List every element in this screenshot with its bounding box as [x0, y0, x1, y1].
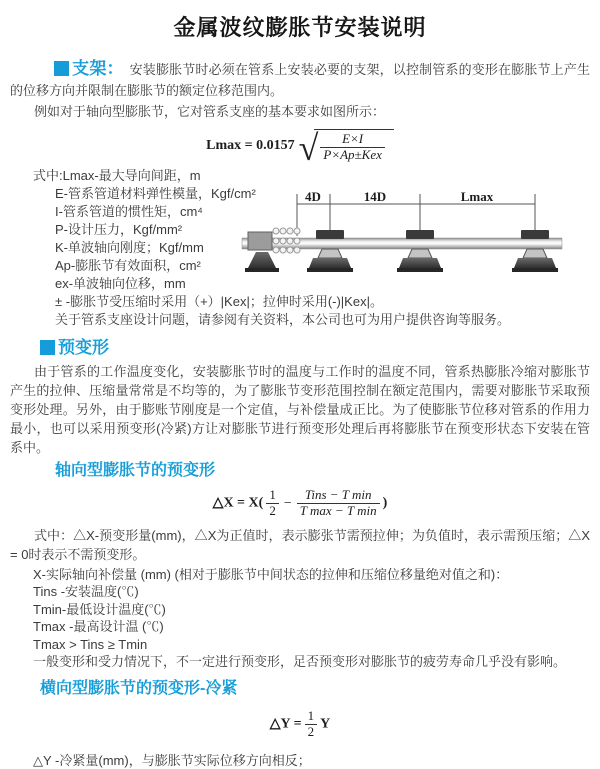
axial-definition-lines [33, 566, 600, 671]
dimension-lines [297, 194, 535, 236]
support-paragraph [10, 58, 590, 101]
definition-item: X-实际轴向补偿量 (mm) (相对于膨胀节中间状态的拉伸和压缩位移量绝对值之和)： [33, 566, 509, 582]
predeform-paragraph: 由于管系的工作温度变化，安装膨胀节时的温度与工作时的温度不同，管系热膨胀冷缩对膨胀节产生的拉伸、压缩量常常是不均等的，为了膨胀节变形范围控制在额定范围内，需要对膨胀节采取预变形处理。另外，由于膨账节刚度是一个定值，与补偿量成正比。为了使膨胀节位移对管系的作用力最小，也可以采用预变形(冷紧)方让对膨胀节进行预变形处理后再将膨胀节在预变形状态下安装在管系中。 [10, 363, 590, 455]
lmax-formula-lhs: Lmax = 0.0157 [206, 138, 295, 154]
definition-item: ex-单波轴向位移，mm [55, 275, 186, 291]
dim-label-lmax: Lmax [460, 189, 494, 204]
guide-support [512, 230, 558, 272]
definition-item: ± -膨胀节受压缩时采用（+）|Kex|；拉伸时采用(-)|Kex|。 [55, 293, 383, 309]
lateral-subheading: 横向型膨胀节的预变形-冷紧 [40, 679, 238, 697]
lateral-definition-line: △Y -冷紧量(mm)，与膨胀节实际位移方向相反； [33, 752, 311, 768]
predeform-section-label: 预变形 [58, 337, 109, 357]
pipe-support-diagram [240, 190, 596, 295]
radical-sign: √ $\frac{E\times I}{\text{P×Ap±Kex}}$ [299, 129, 394, 163]
lmax-formula-denominator: P×Ap±Kex [320, 147, 385, 163]
axial-formula-denominator: T max − T min [297, 503, 380, 519]
guide-support [307, 230, 353, 272]
half-numerator: 1 [307, 707, 315, 723]
definition-item: Tmax -最高设计温 (℃) [33, 619, 164, 635]
page-title: 金属波纹膨胀节安装说明 [173, 15, 427, 40]
lateral-formula-lhs: △Y = [269, 716, 302, 732]
half-denominator: 2 [266, 503, 279, 519]
guide-support [397, 230, 443, 272]
minus-sign: − [283, 495, 292, 511]
definition-item: E-管系管道材料弹性模量，Kgf/cm² [55, 185, 256, 201]
definition-item: Tmin-最低设计温度(℃) [33, 601, 166, 617]
support-section-label: 支架： [72, 59, 124, 78]
lmax-formula-numerator: E×I [342, 131, 364, 146]
support-intro-text: 安装膨胀节时必须在管系上安装必要的支架，以控制管系的变形在膨胀节上产生的位移方向并限制在膨胀节的额定位移范围内。 [10, 62, 590, 98]
axial-formula [0, 488, 600, 519]
lateral-formula-rhs: Y [320, 716, 331, 732]
definition-item: I-管系管道的惯性矩，cm⁴ [55, 203, 203, 219]
definition-item: Ap-膨胀节有效面积，cm² [55, 257, 201, 273]
definition-item: P-设计压力，Kgf/mm² [55, 221, 183, 237]
section-marker-icon [40, 340, 55, 355]
support-example-line: 例如对于轴向型膨胀节，它对管系支座的基本要求如图所示： [34, 104, 386, 119]
definition-item: K-单波轴向刚度；Kgf/mm [55, 239, 204, 255]
half-denominator: 2 [305, 724, 318, 740]
half-numerator: 1 [269, 486, 276, 502]
dim-label-4d: 4D [305, 189, 321, 204]
predeform-section-heading [40, 338, 600, 358]
lmax-formula [0, 128, 600, 169]
axial-explain: 式中：△X-预变形量(mm)，△X为正值时，表示膨张节需预拉伸；为负值时，表示需预压缩；△X = 0时表示不需预变形。 [10, 527, 590, 562]
definition-item: Tmax > Tins ≥ Tmin [33, 636, 148, 652]
axial-subheading: 轴向型膨胀节的预变形 [55, 461, 216, 479]
definition-item: Tins -安装温度(℃) [33, 584, 139, 600]
close-paren: ) [382, 495, 388, 511]
lateral-formula [0, 709, 600, 740]
axial-formula-lhs: △X = X( [212, 495, 264, 511]
axial-formula-numerator: Tins − T min [304, 486, 372, 502]
consulting-note: 关于管系支座设计问题，请参阅有关资料，本公司也可为用户提供咨询等服务。 [55, 311, 511, 327]
section-marker-icon [54, 61, 69, 76]
note-line: 一般变形和受力情况下，不一定进行预变形，足否预变形对膨胀节的疲劳寿命几乎没有影响。 [33, 654, 567, 670]
dim-label-14d: 14D [363, 189, 387, 204]
definition-item: 式中:Lmax-最大导向间距，m [33, 167, 201, 183]
